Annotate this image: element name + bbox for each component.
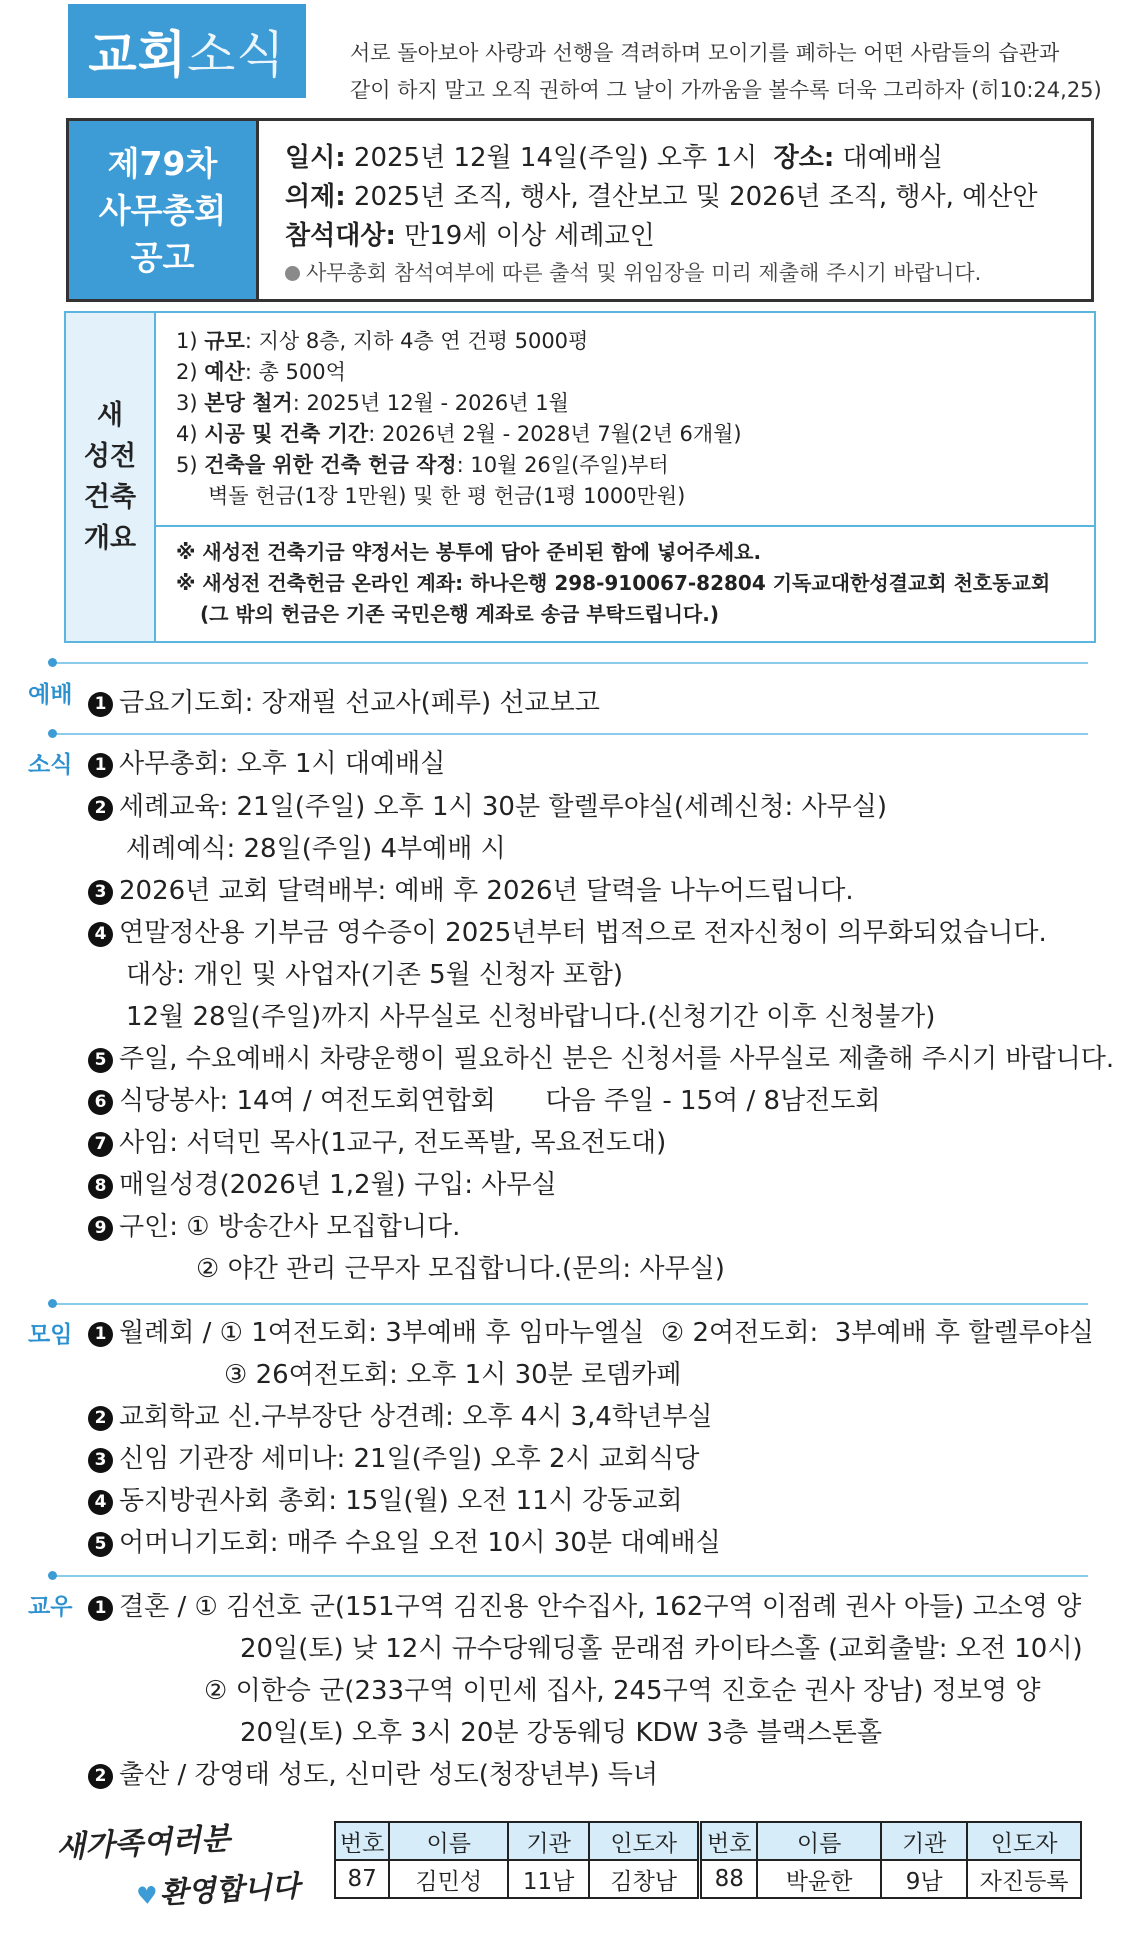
meeting-item-text: 월례회 / ① 1여전도회: 3부예배 후 임마누엘실 ② 2여전도회: 3부예배 후 할렐루야실 [119, 1318, 1094, 1348]
member-item-continuation: ② 이한승 군(233구역 이민세 집사, 245구역 진호순 권사 장남) 정보영 양 [204, 1676, 1041, 1706]
news-item [88, 876, 854, 906]
news-item-text: 사무총회: 오후 1시 대예배실 [119, 749, 446, 779]
news-item-text: 세례교육: 21일(주일) 오후 1시 30분 할렐루야실(세례신청: 사무실) [119, 792, 888, 822]
overview-item [176, 388, 1094, 419]
table-header-row [335, 1822, 1081, 1860]
overview-item [176, 450, 1094, 481]
meeting-item [88, 1486, 683, 1516]
item-key: 시공 및 건축 기간 [204, 422, 369, 446]
newcomer-number: 87 [335, 1860, 389, 1898]
number-badge: 1 [88, 1596, 113, 1621]
member-item-text: 결혼 / ① 김선호 군(151구역 김진용 안수집사, 162구역 이점례 권사 아들) 고소영 양 [119, 1592, 1082, 1622]
newcomer-guide: 자진등록 [967, 1860, 1081, 1898]
news-item [88, 749, 445, 779]
meeting-item [88, 1402, 712, 1432]
item-number: 5) [176, 453, 198, 477]
newcomer-org: 9남 [881, 1860, 967, 1898]
assembly-note-text: 사무총회 참석여부에 따른 출석 및 위임장을 미리 제출해 주시기 바랍니다. [306, 261, 982, 285]
overview-note: ※ 새성전 건축헌금 온라인 계좌: 하나은행 298-910067-82804 기독교대한성결교회 천호동교회 [176, 571, 1051, 595]
news-item-continuation: 대상: 개인 및 사업자(기존 5월 신청자 포함) [126, 960, 624, 990]
assembly-label-line: 공고 [130, 237, 195, 277]
number-badge: 3 [88, 880, 113, 905]
assembly-label-line: 사무총회 [98, 190, 227, 230]
datetime-label: 일시: [285, 143, 346, 173]
news-item [88, 1170, 557, 1200]
number-badge: 2 [88, 796, 113, 821]
overview-label-line: 개요 [83, 523, 137, 554]
news-item-text: 주일, 수요예배시 차량운행이 필요하신 분은 신청서를 사무실로 제출해 주시기 바랍니다. [119, 1044, 1115, 1074]
number-badge: 1 [88, 1322, 113, 1347]
assembly-attendee-row [285, 217, 1038, 256]
overview-item [176, 326, 1094, 357]
news-item-text: 사임: 서덕민 목사(1교구, 전도폭발, 목요전도대) [119, 1128, 667, 1158]
col-header-guide: 인도자 [589, 1822, 700, 1860]
news-item-text: 연말정산용 기부금 영수증이 2025년부터 법적으로 전자신청이 의무화되었습니다. [119, 918, 1047, 948]
overview-item [176, 357, 1094, 388]
section-divider [52, 662, 1088, 664]
assembly-label-line: 제79차 [107, 143, 218, 183]
number-badge: 4 [88, 1490, 113, 1515]
agenda-value: 2025년 조직, 행사, 결산보고 및 2026년 조직, 행사, 예산안 [353, 182, 1038, 212]
meeting-item-continuation: ③ 26여전도회: 오후 1시 30분 로뎀카페 [224, 1360, 682, 1390]
newcomer-table [334, 1821, 1082, 1899]
number-badge: 9 [88, 1216, 113, 1241]
assembly-agenda-row [285, 178, 1038, 217]
overview-items [156, 313, 1094, 527]
section-label-meetings: 모임 [28, 1322, 73, 1348]
meeting-item-text: 교회학교 신.구부장단 상견례: 오후 4시 3,4학년부실 [119, 1402, 713, 1432]
number-badge: 2 [88, 1406, 113, 1431]
section-divider [52, 1575, 1088, 1577]
newcomer-name: 박윤한 [757, 1860, 881, 1898]
overview-label [66, 313, 156, 641]
news-item-text: 식당봉사: 14여 / 여전도회연합회 다음 주일 - 15여 / 8남전도회 [119, 1086, 881, 1116]
section-label-members: 교우 [28, 1594, 73, 1620]
item-key: 규모 [204, 329, 245, 353]
overview-content [156, 313, 1094, 641]
col-header-name: 이름 [389, 1822, 508, 1860]
section-label-news: 소식 [28, 752, 73, 778]
item-key: 본당 철거 [204, 391, 293, 415]
item-value: : 총 500억 [244, 360, 346, 384]
item-number: 3) [176, 391, 198, 415]
col-header-number: 번호 [335, 1822, 389, 1860]
assembly-body [259, 121, 1038, 299]
col-header-org: 기관 [881, 1822, 967, 1860]
verse-line-1: 서로 돌아보아 사랑과 선행을 격려하며 모이기를 폐하는 어떤 사람들의 습관과 [350, 41, 1060, 65]
news-item-continuation: 12월 28일(주일)까지 사무실로 신청바랍니다.(신청기간 이후 신청불가) [126, 1002, 936, 1032]
datetime-value: 2025년 12월 14일(주일) 오후 1시 [353, 143, 758, 173]
newcomer-number: 88 [700, 1860, 757, 1898]
worship-item-text: 금요기도회: 장재필 선교사(페루) 선교보고 [119, 688, 600, 718]
title-light: 소식 [187, 26, 286, 84]
welcome-line-2 [135, 1864, 301, 1914]
agenda-label: 의제: [285, 182, 346, 212]
assembly-label [69, 121, 259, 299]
news-item [88, 918, 1047, 948]
section-title-church-news [68, 4, 306, 98]
overview-label-line: 성전 [83, 441, 137, 472]
overview-item [176, 419, 1094, 450]
col-header-guide: 인도자 [967, 1822, 1081, 1860]
welcome-calligraphy [56, 1818, 316, 1918]
section-divider [52, 733, 1088, 735]
meeting-item-text: 신임 기관장 세미나: 21일(주일) 오후 2시 교회식당 [119, 1444, 700, 1474]
item-number: 4) [176, 422, 198, 446]
overview-notes [156, 527, 1094, 630]
title-bold: 교회 [88, 26, 187, 84]
number-badge: 2 [88, 1764, 113, 1789]
item-number: 2) [176, 360, 198, 384]
news-item-text: 구인: ① 방송간사 모집합니다. [119, 1212, 461, 1242]
news-item-text: 2026년 교회 달력배부: 예배 후 2026년 달력을 나누어드립니다. [119, 876, 854, 906]
news-item [88, 1086, 881, 1116]
heart-icon: ♥ [135, 1880, 159, 1911]
col-header-number: 번호 [700, 1822, 757, 1860]
news-item-continuation: 세례예식: 28일(주일) 4부예배 시 [126, 834, 506, 864]
overview-label-line: 새 [96, 400, 124, 431]
newcomer-org: 11남 [508, 1860, 589, 1898]
number-badge: 7 [88, 1132, 113, 1157]
general-assembly-notice [66, 118, 1094, 302]
section-divider [52, 1303, 1088, 1305]
member-item [88, 1592, 1081, 1622]
meeting-item [88, 1318, 1094, 1348]
overview-item-continuation: 벽돌 헌금(1장 1만원) 및 한 평 헌금(1평 1000만원) [208, 484, 686, 508]
number-badge: 8 [88, 1174, 113, 1199]
meeting-item [88, 1444, 699, 1474]
news-item [88, 792, 887, 822]
attendee-label: 참석대상: [285, 221, 396, 251]
member-item [88, 1760, 658, 1790]
member-item-text: 출산 / 강영태 성도, 신미란 성도(청장년부) 득녀 [119, 1760, 658, 1790]
number-badge: 6 [88, 1090, 113, 1115]
item-number: 1) [176, 329, 198, 353]
newcomer-name: 김민성 [389, 1860, 508, 1898]
news-item [88, 1128, 666, 1158]
meeting-item-text: 동지방권사회 총회: 15일(월) 오전 11시 강동교회 [119, 1486, 683, 1516]
number-badge: 4 [88, 922, 113, 947]
meeting-item-text: 어머니기도회: 매주 수요일 오전 10시 30분 대예배실 [119, 1528, 721, 1558]
place-value: 대예배실 [842, 143, 943, 173]
assembly-note [285, 256, 1038, 290]
item-key: 건축을 위한 건축 헌금 작정 [204, 453, 457, 477]
overview-note: ※ 새성전 건축기금 약정서는 봉투에 담아 준비된 함에 넣어주세요. [176, 540, 762, 564]
item-value: : 2025년 12월 - 2026년 1월 [292, 391, 569, 415]
new-sanctuary-overview [64, 311, 1096, 643]
news-item-continuation: ② 야간 관리 근무자 모집합니다.(문의: 사무실) [196, 1254, 725, 1284]
assembly-datetime-row [285, 139, 1038, 178]
news-item [88, 1044, 1114, 1074]
member-item-continuation: 20일(토) 낮 12시 규수당웨딩홀 문래점 카이타스홀 (교회출발: 오전 10시) [240, 1634, 1083, 1664]
news-item-text: 매일성경(2026년 1,2월) 구입: 사무실 [119, 1170, 557, 1200]
welcome-line-2-text: 환영합니다 [158, 1868, 301, 1911]
verse-line-2: 같이 하지 말고 오직 권하여 그 날이 가까움을 볼수록 더욱 그리하자 (히10:24,25) [350, 78, 1102, 102]
welcome-line-1: 새가족여러분 [55, 1821, 231, 1866]
number-badge: 1 [88, 692, 113, 717]
item-value: : 2026년 2월 - 2028년 7월(2년 6개월) [368, 422, 742, 446]
newcomer-guide: 김창남 [589, 1860, 700, 1898]
section-label-worship: 예배 [28, 682, 73, 708]
overview-note: (그 밖의 헌금은 기존 국민은행 계좌로 송금 부탁드립니다.) [200, 602, 719, 626]
attendee-value: 만19세 이상 세례교인 [404, 221, 655, 251]
number-badge: 5 [88, 1532, 113, 1557]
member-item-continuation: 20일(토) 오후 3시 20분 강동웨딩 KDW 3층 블랙스톤홀 [240, 1718, 883, 1748]
item-value: : 10월 26일(주일)부터 [456, 453, 669, 477]
bullet-dot-icon [285, 266, 300, 281]
number-badge: 5 [88, 1048, 113, 1073]
col-header-name: 이름 [757, 1822, 881, 1860]
news-item [88, 1212, 460, 1242]
meeting-item [88, 1528, 721, 1558]
item-value: : 지상 8층, 지하 4층 연 건평 5000평 [244, 329, 589, 353]
overview-label-line: 건축 [83, 482, 137, 513]
item-key: 예산 [204, 360, 245, 384]
table-row [335, 1860, 1081, 1898]
col-header-org: 기관 [508, 1822, 589, 1860]
worship-item [88, 688, 600, 718]
number-badge: 1 [88, 753, 113, 778]
number-badge: 3 [88, 1448, 113, 1473]
place-label: 장소: [773, 143, 835, 173]
